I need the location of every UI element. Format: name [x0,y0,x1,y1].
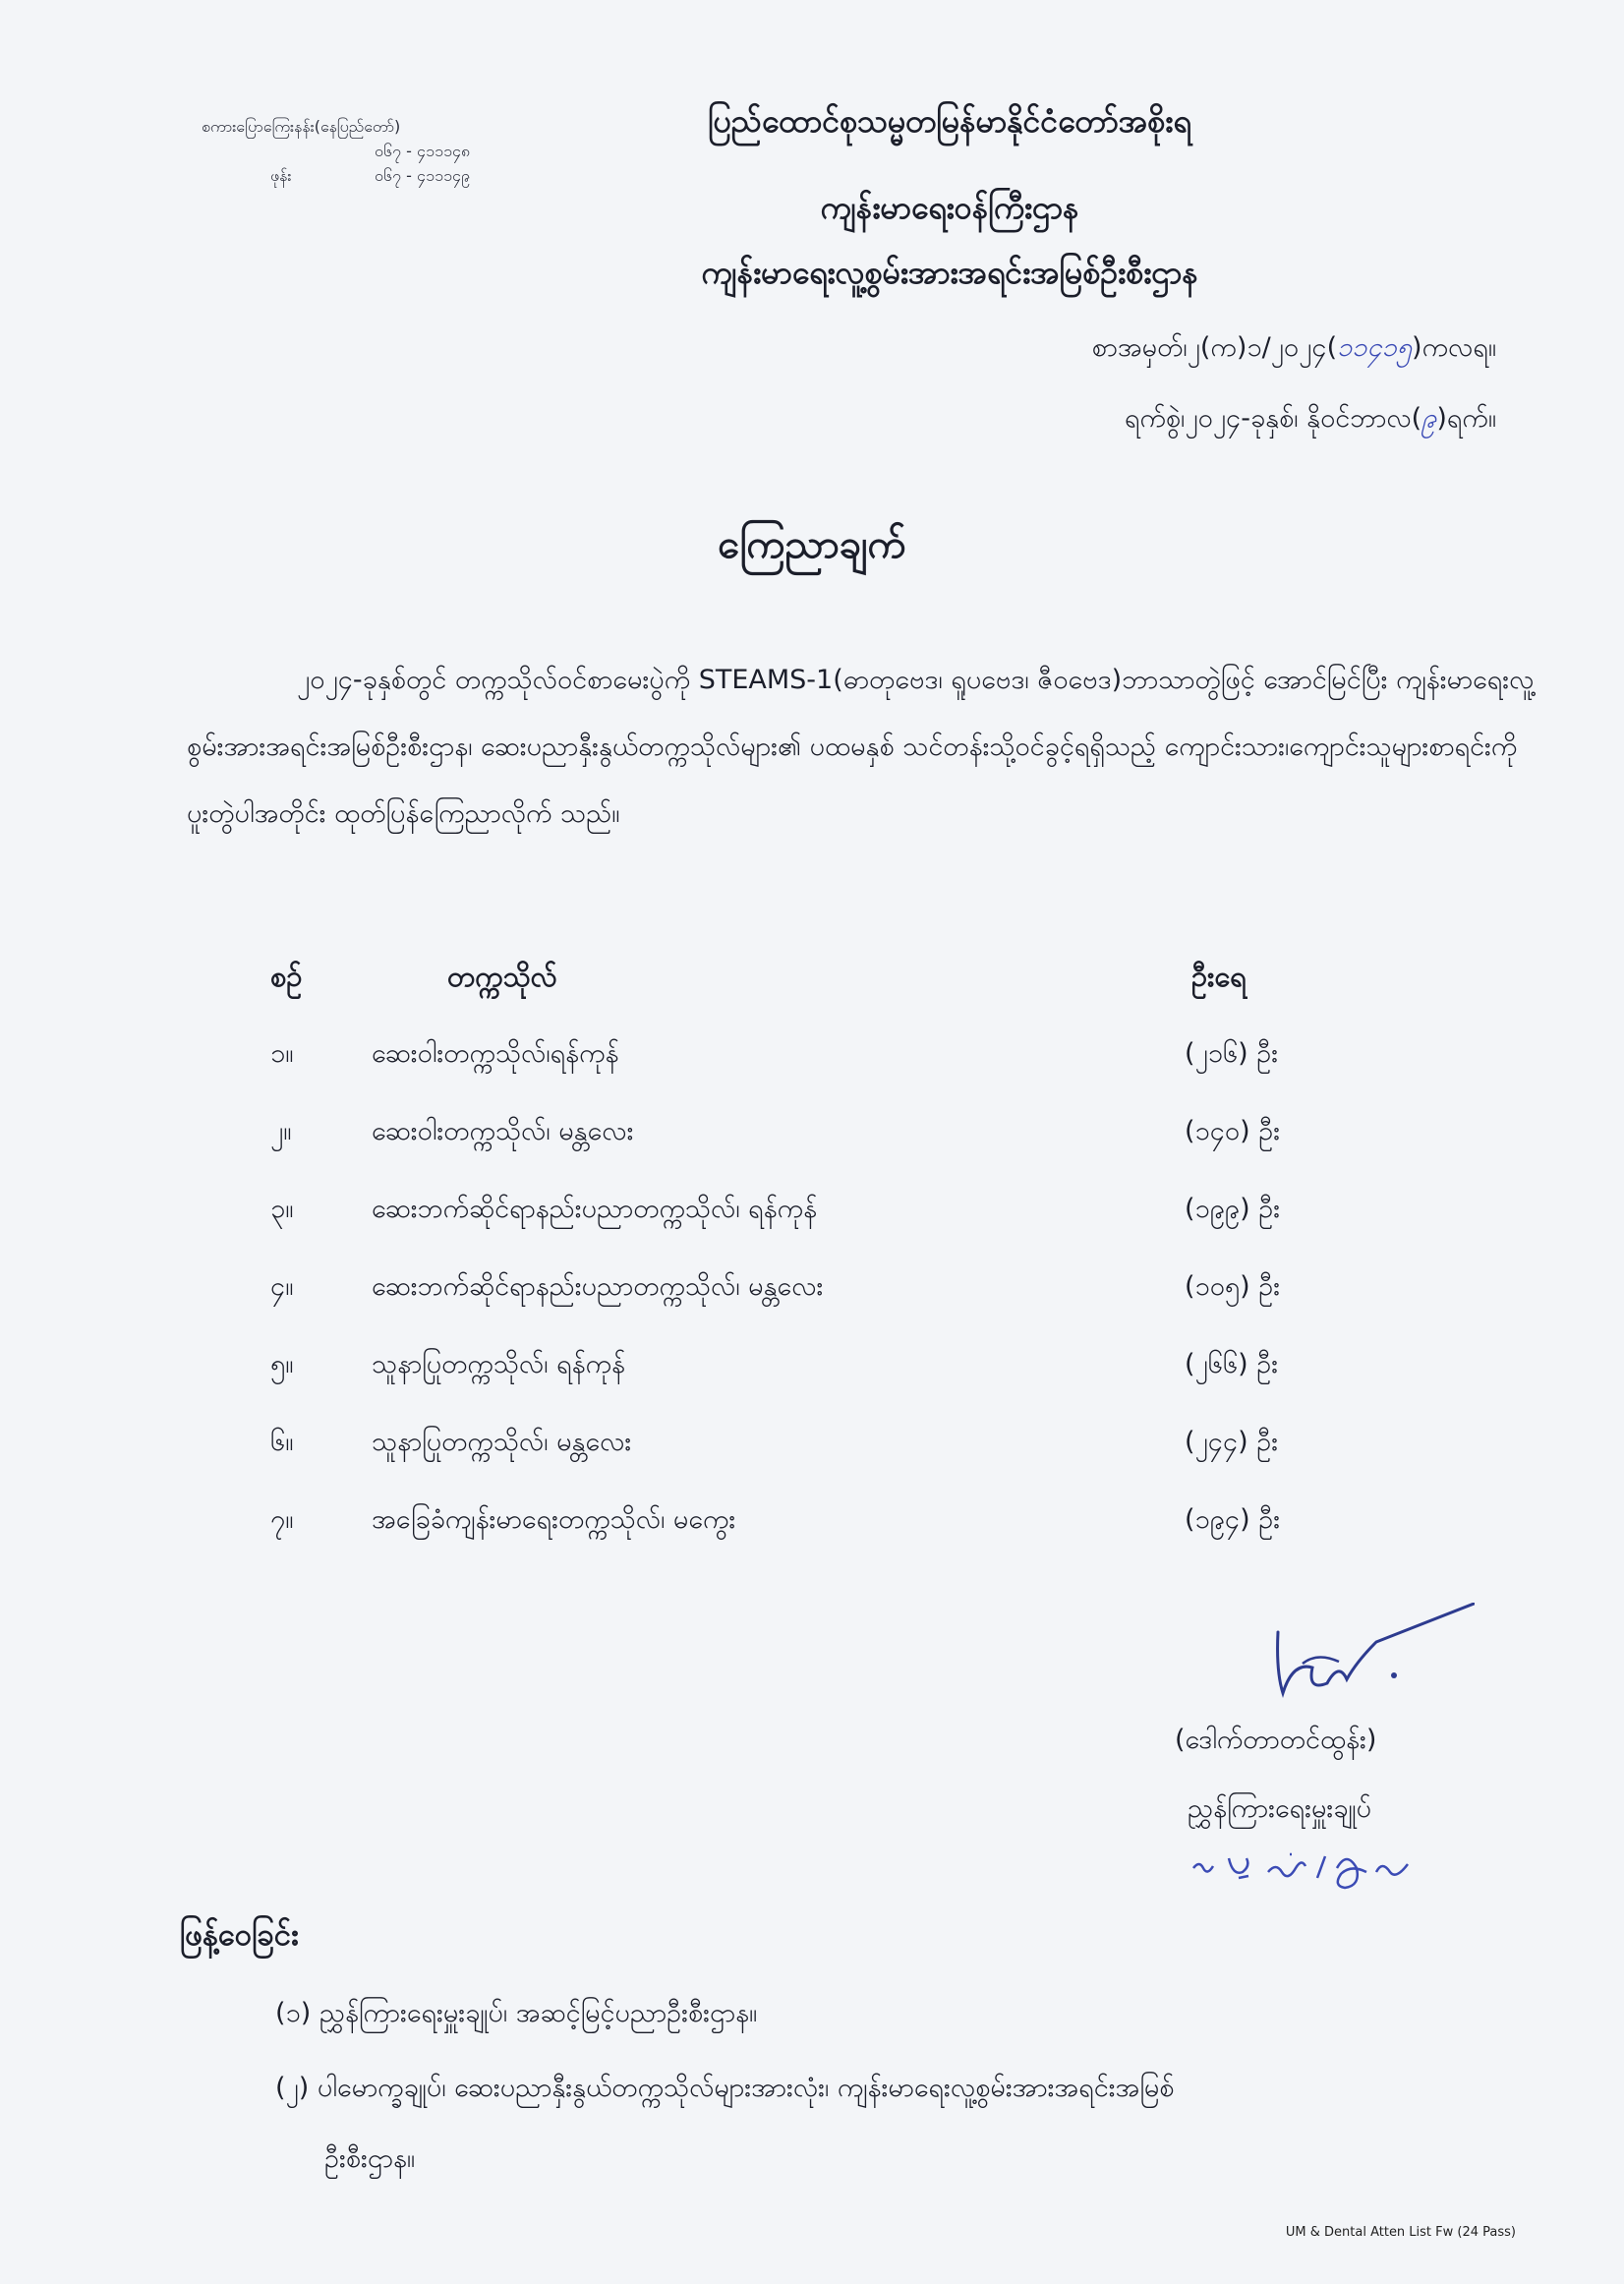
row-no: ၃။ [270,1194,294,1224]
table-header [0,959,1624,1036]
row-count: (၂၆၆) ဦး [1185,1349,1279,1379]
signatory-title: ညွှန်ကြားရေးမှူးချုပ် [1188,1793,1372,1824]
row-university: အခြေခံကျန်းမာရေးတက္ကသိုလ်၊ မကွေး [372,1504,736,1535]
header-department: ကျန်းမာရေးလူ့စွမ်းအားအရင်းအမြစ်ဦးစီးဌာန [701,254,1198,291]
table-row [0,1425,1624,1502]
distribution-heading: ဖြန့်ဝေခြင်း [180,1917,299,1953]
contact-office-label: စကားပြောကြေးနန်း(နေပြည်တော်) [202,117,401,136]
row-university: သူနာပြုတက္ကသိုလ်၊ ရန်ကုန် [372,1349,625,1379]
reference-date [1125,401,1496,440]
contact-fax-phone: ၀၆၇ - ၄၁၁၁၄၉ [375,166,470,185]
row-count: (၁၄၀) ဦး [1185,1116,1281,1146]
contact-office-phone: ၀၆၇ - ၄၁၁၁၄၈ [375,142,471,160]
distribution-item-1: (၁) ညွှန်ကြားရေးမှူးချုပ်၊ အဆင့်မြင့်ပညာဦးစီးဌာန။ [275,1998,758,2028]
header-no: စဉ် [270,960,303,993]
row-count: (၁၉၉) ဦး [1185,1194,1281,1224]
row-university: ဆေးဝါးတက္ကသိုလ်၊ မန္တလေး [372,1116,634,1146]
table-row [0,1192,1624,1269]
announcement-body [187,647,1543,848]
handwritten-signature [1081,1603,1475,1721]
row-no: ၇။ [270,1504,294,1535]
reference-handwritten-number: ၁၁၄၁၅ [1337,332,1413,363]
row-university: ဆေးဘက်ဆိုင်ရာနည်းပညာတက္ကသိုလ်၊ မန္တလေး [372,1271,824,1302]
contact-fax-label: ဖုန်း [270,166,292,185]
header-university: တက္ကသိုလ် [447,960,557,993]
row-university: သူနာပြုတက္ကသိုလ်၊ မန္တလေး [372,1427,632,1457]
table-row [0,1502,1624,1580]
reference-prefix: စာအမှတ်၊၂(က)၁/၂၀၂၄( [1091,332,1338,363]
handwritten-initials [1189,1848,1425,1907]
row-no: ၆။ [270,1427,294,1457]
header-government: ပြည်ထောင်စုသမ္မတမြန်မာနိုင်ငံတော်အစိုးရ [708,102,1191,140]
distribution-item-2: (၂) ပါမောက္ခချုပ်၊ ဆေးပညာနှီးနွယ်တက္ကသိုလ်များအားလုံး၊ ကျန်းမာရေးလူ့စွမ်းအားအရင်းအမြစ် [275,2073,1175,2103]
row-count: (၂၁၆) ဦး [1185,1038,1279,1069]
header-count: ဦးရေ [1191,960,1247,993]
row-no: ၅။ [270,1349,294,1379]
reference-number [1092,330,1496,370]
admission-table [0,959,1624,1580]
body-paragraph: ၂၀၂၄-ခုနှစ်တွင် တက္ကသိုလ်ဝင်စာမေးပွဲကို STEAMS-1(ဓာတုဗေဒ၊ ရူပဗေဒ၊ ဇီဝဗေဒ)ဘာသာတွဲဖြင့် အောင်မြင်ပြီး ကျန်းမာရေးလူ့စွမ်းအားအရင်းအမြစ်ဦးစီးဌာန၊ ဆေးပညာနှီးနွယ်တက္ကသိုလ်များ၏ ပထမနှစ် သင်တန်းသို့ဝင်ခွင့်ရရှိသည့် ကျောင်းသား၊ကျောင်းသူများစာရင်းကို ပူးတွဲပါအတိုင်း ထုတ်ပြန်ကြေညာလိုက် သည်။ [187,665,1535,829]
date-suffix: )ရက်။ [1436,403,1496,434]
table-row [0,1347,1624,1425]
row-university: ဆေးဘက်ဆိုင်ရာနည်းပညာတက္ကသိုလ်၊ ရန်ကုန် [372,1194,818,1224]
signatory-name: (ဒေါက်တာတင်ထွန်း) [1175,1725,1377,1755]
row-count: (၂၄၄) ဦး [1185,1427,1279,1457]
header-ministry: ကျန်းမာရေးဝန်ကြီးဌာန [820,189,1079,226]
row-no: ၂။ [270,1116,292,1146]
row-count: (၁၀၅) ဦး [1185,1271,1281,1302]
reference-suffix: )ကလရ။ [1412,332,1496,363]
row-no: ၄။ [270,1271,294,1302]
distribution-item-2-continued: ဦးစီးဌာန။ [324,2143,416,2174]
date-handwritten-day: ၉ [1421,403,1437,434]
date-prefix: ရက်စွဲ၊၂၀၂၄-ခုနှစ်၊ နိုဝင်ဘာလ( [1124,403,1422,434]
row-count: (၁၉၄) ဦး [1185,1504,1281,1535]
table-row [0,1036,1624,1114]
announcement-title: ကြေညာချက် [718,522,906,567]
footer-note: UM & Dental Atten List Fw (24 Pass) [1285,2225,1516,2240]
table-row [0,1114,1624,1192]
row-university: ဆေးဝါးတက္ကသိုလ်၊ရန်ကုန် [372,1038,619,1069]
table-row [0,1269,1624,1347]
row-no: ၁။ [270,1038,294,1069]
